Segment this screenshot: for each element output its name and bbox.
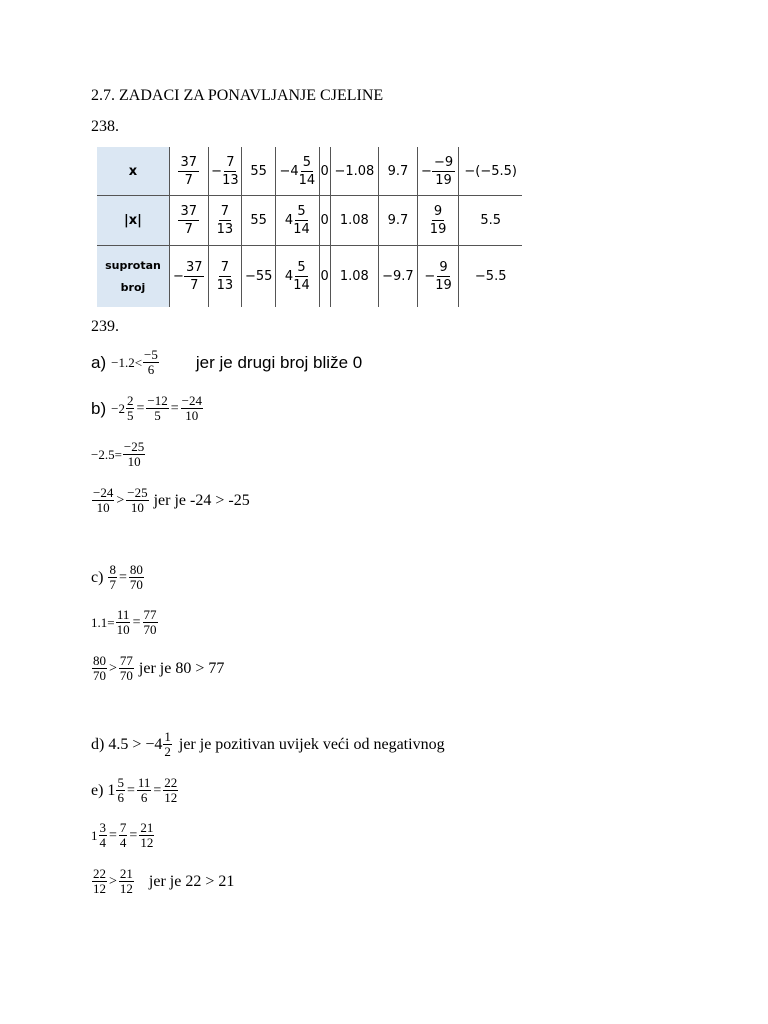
answer-e-line2	[91, 821, 155, 850]
table-cell: 0	[319, 246, 330, 307]
fraction: $\frac{21}{12}$	[140, 820, 154, 850]
table-cell: $\frac{37}{7}$	[170, 147, 209, 196]
greater-sign: >	[109, 873, 117, 889]
equals-sign: =	[136, 400, 145, 416]
table-row-opposite	[97, 246, 522, 307]
fraction: $\frac{3}{4}$	[99, 820, 106, 850]
equals-sign: =	[170, 400, 179, 416]
table-cell: − $\frac{-9}{19}$	[417, 147, 459, 196]
fraction: $\frac{21}{12}$	[119, 866, 133, 896]
table-cell: $\frac{7}{13}$	[208, 246, 242, 307]
equals-sign: =	[126, 782, 135, 798]
absolute-value-table	[97, 147, 522, 307]
answer-a	[91, 348, 362, 377]
row-label-abs: |x|	[97, 196, 170, 246]
fraction: $\frac{7}{4}$	[119, 820, 127, 850]
fraction: $\frac{-12}{5}$	[147, 393, 168, 423]
table-cell: $\frac{37}{7}$	[170, 196, 209, 246]
answer-d	[91, 730, 445, 759]
equals-sign: =	[129, 827, 138, 843]
task-number-238: 238.	[91, 118, 119, 135]
table-row-x	[97, 147, 522, 196]
fraction: $\frac{8}{7}$	[109, 562, 116, 592]
explanation-b: jer je -24 > -25	[153, 491, 250, 509]
row-label-opposite: suprotan broj	[97, 246, 170, 307]
fraction: $\frac{22}{12}$	[93, 866, 106, 896]
section-title: 2.7. ZADACI ZA PONAVLJANJE CJELINE	[91, 87, 384, 104]
table-cell: 4 5 14	[276, 246, 320, 307]
explanation-c: jer je 80 > 77	[138, 659, 225, 677]
table-cell: 4 5 14	[276, 196, 320, 246]
fraction: $\frac{77}{70}$	[119, 653, 133, 683]
whole-number: −2	[111, 400, 125, 416]
label-a: a)	[91, 352, 107, 372]
table-cell: $\frac{9}{19}$	[417, 196, 459, 246]
fraction: $\frac{11}{6}$	[137, 775, 151, 805]
table-cell: 0	[319, 196, 330, 246]
expr-a-lhs: −1.2<	[111, 354, 143, 370]
table-cell: 1.08	[330, 196, 378, 246]
table-cell: − $\frac{9}{19}$	[417, 246, 459, 307]
answer-e-line3	[91, 867, 234, 896]
fraction: $\frac{22}{12}$	[164, 775, 178, 805]
explanation-e: jer je 22 > 21	[148, 872, 235, 890]
table-cell: − $\frac{37}{7}$	[170, 246, 209, 307]
expr-lhs: 1.1=	[91, 614, 115, 630]
row-label-x: x	[97, 147, 170, 196]
fraction: $\frac{1}{2}$	[164, 729, 171, 759]
table-cell: 0	[319, 147, 330, 196]
table-cell: −9.7	[379, 246, 418, 307]
answer-c-line1	[91, 563, 145, 592]
table-cell: −(−5.5)	[459, 147, 522, 196]
task-number-239: 239.	[91, 318, 119, 335]
fraction: $\frac{-5}{6}$	[144, 347, 158, 377]
table-cell: $\frac{7}{13}$	[208, 196, 242, 246]
expr-lhs: −2.5=	[91, 446, 122, 462]
explanation-d: jer je pozitivan uvijek veći od negativnog	[178, 735, 445, 753]
explanation-a: jer je drugi broj bliže 0	[195, 352, 363, 372]
label-c: c)	[91, 568, 104, 586]
table-cell: 1.08	[330, 246, 378, 307]
answer-b-line2	[91, 440, 146, 469]
fraction: $\frac{-24}{10}$	[181, 393, 202, 423]
fraction: $\frac{80}{70}$	[93, 653, 106, 683]
equals-sign: =	[109, 827, 117, 843]
fraction: $\frac{-25}{10}$	[123, 439, 145, 469]
table-cell: −4 5 14	[276, 147, 320, 196]
table-cell: 55	[242, 196, 276, 246]
answer-c-line3	[91, 654, 224, 683]
greater-sign: >	[109, 660, 117, 676]
fraction: $\frac{5}{6}$	[117, 775, 124, 805]
greater-sign: >	[116, 492, 125, 508]
equals-sign: =	[118, 569, 127, 585]
label-d: d) 4.5 > −4	[91, 735, 163, 753]
answer-c-line2	[91, 608, 159, 637]
answer-b-line1	[91, 394, 204, 423]
fraction: $\frac{-25}{10}$	[127, 485, 148, 515]
answer-e-line1	[91, 776, 179, 805]
fraction: $\frac{77}{70}$	[143, 607, 157, 637]
table-cell: 55	[242, 147, 276, 196]
table-cell: −1.08	[330, 147, 378, 196]
table-cell: 9.7	[379, 147, 418, 196]
label-e: e) 1	[91, 781, 116, 799]
fraction: $\frac{11}{10}$	[116, 607, 130, 637]
fraction: $\frac{2}{5}$	[126, 393, 134, 423]
table-cell: −5.5	[459, 246, 522, 307]
label-b: b)	[91, 398, 107, 418]
table-row-abs	[97, 196, 522, 246]
equals-sign: =	[153, 782, 162, 798]
table-cell: − $\frac{7}{13}$	[208, 147, 242, 196]
whole-number: 1	[91, 827, 98, 843]
table-cell: 5.5	[459, 196, 522, 246]
fraction: $\frac{-24}{10}$	[93, 485, 114, 515]
equals-sign: =	[132, 614, 141, 630]
fraction: $\frac{80}{70}$	[129, 562, 143, 592]
table-cell: −55	[242, 246, 276, 307]
table-cell: 9.7	[379, 196, 418, 246]
answer-b-line3	[91, 486, 250, 515]
